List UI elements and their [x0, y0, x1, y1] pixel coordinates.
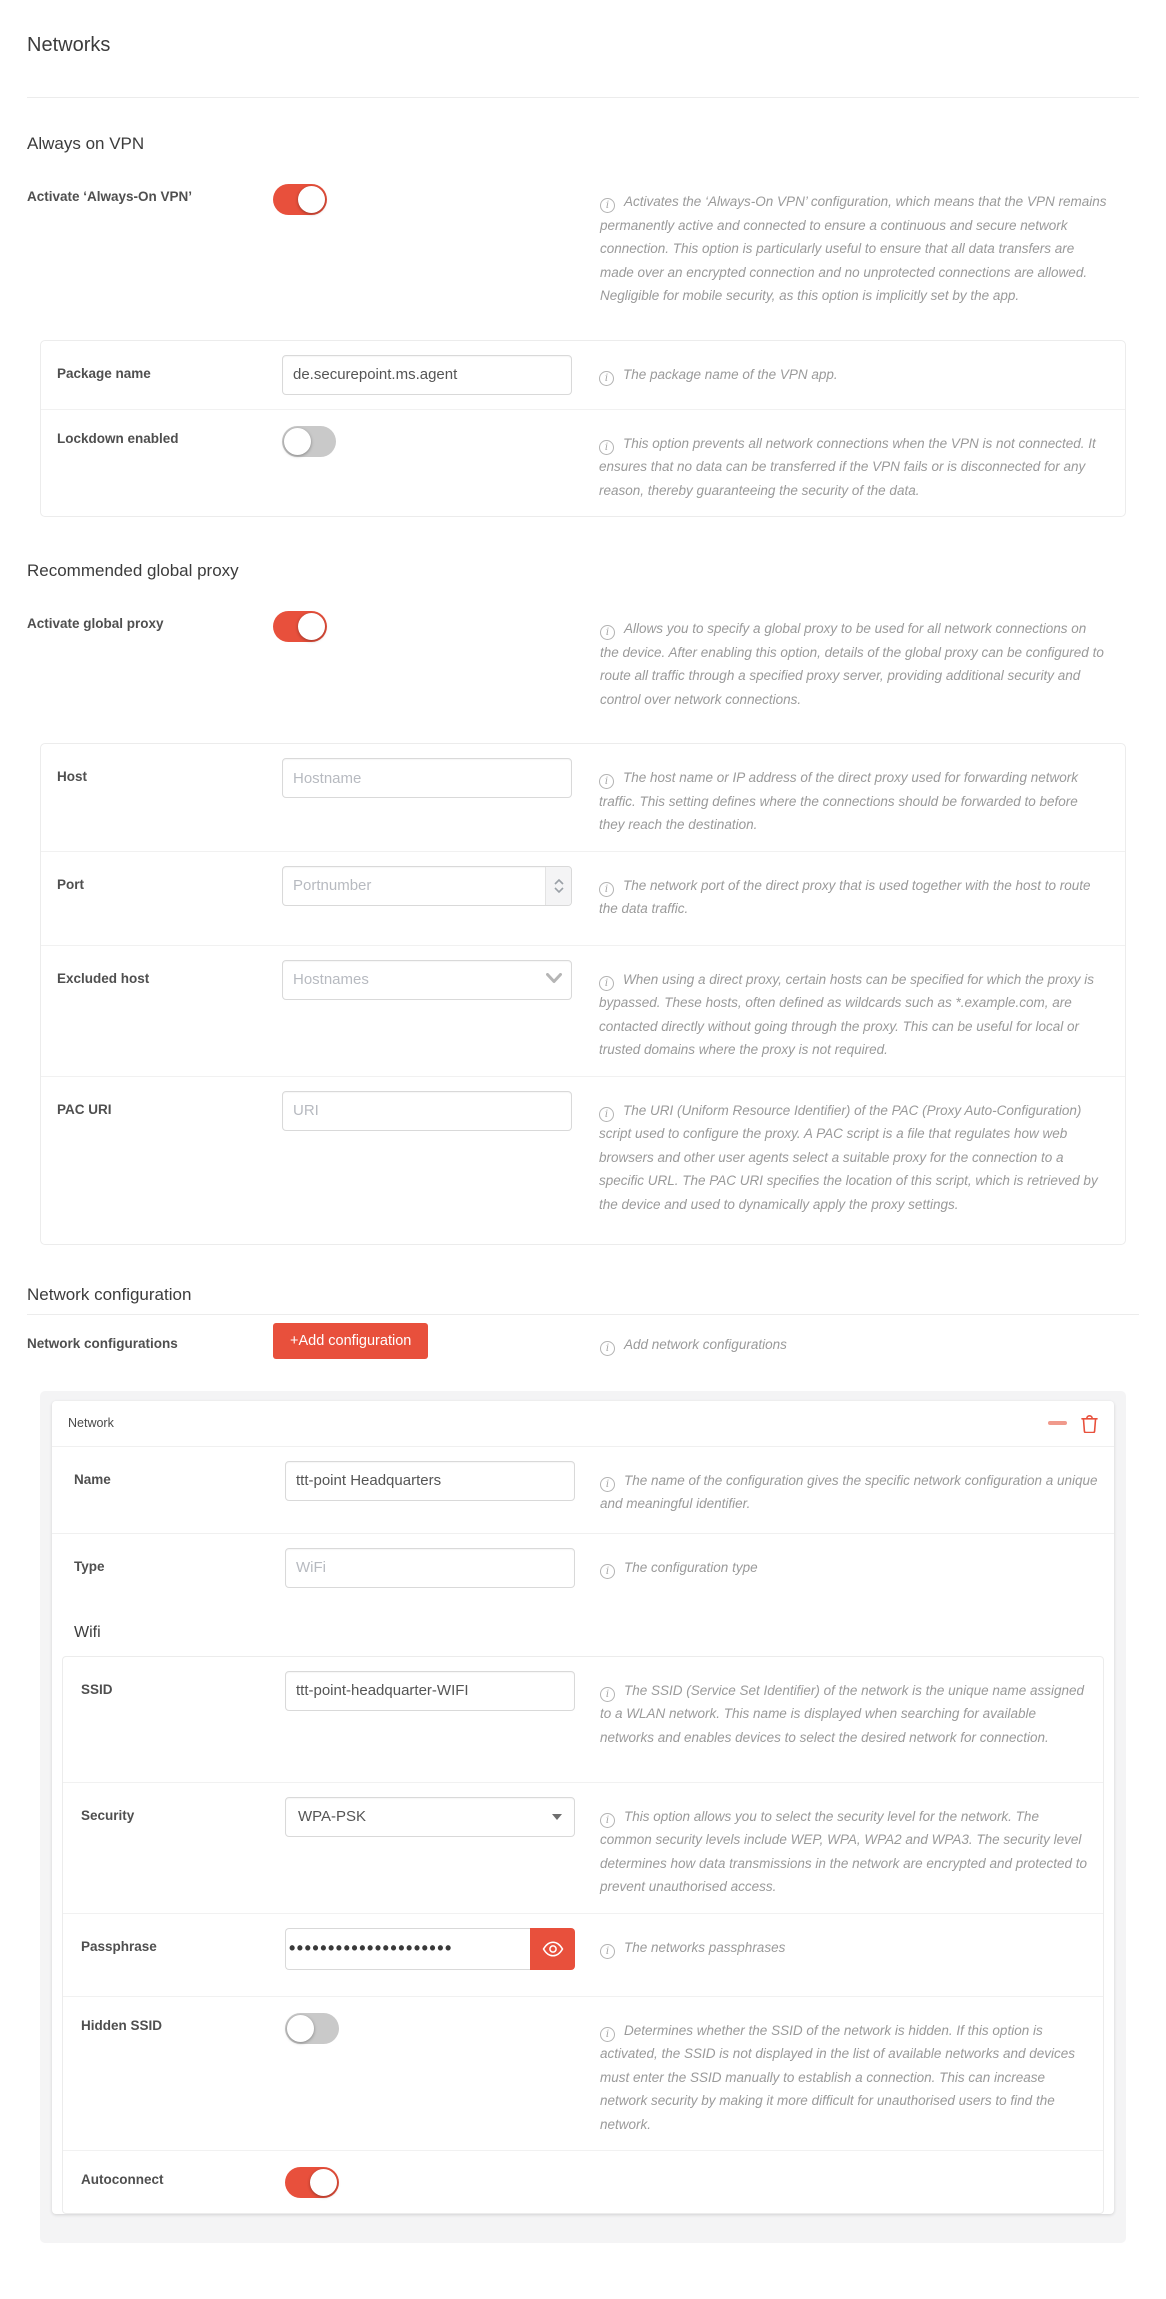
- row-passphrase: [63, 1913, 1103, 1996]
- divider: [27, 97, 1139, 98]
- show-passphrase-button[interactable]: [530, 1928, 575, 1970]
- passphrase-label: Passphrase: [81, 1938, 157, 1954]
- package-name-info: i The package name of the VPN app.: [599, 355, 1107, 387]
- ssid-info: i The SSID (Service Set Identifier) of the network is the unique name assigned to a WLAN network. This name is displayed when searching for available networks and enables devices to select the desired network for connection.: [600, 1682, 1084, 1745]
- config-name-input[interactable]: [285, 1461, 575, 1501]
- page-title: Networks: [27, 34, 111, 56]
- excluded-host-input[interactable]: [282, 960, 572, 1000]
- row-proxy-port: [41, 851, 1125, 945]
- config-type-info: i The configuration type: [600, 1548, 1098, 1580]
- row-hidden-ssid: [63, 1996, 1103, 2151]
- pac-uri-info: i The URI (Uniform Resource Identifier) of the PAC (Proxy Auto-Configuration) script used to configure the proxy. A PAC script is a file that regulates how web browsers and other user agents select a suitable proxy for the connection to a specific URL. The PAC URI specifies the location of this script, which is retrieved by the device and used to dynamically apply the proxy settings.: [599, 1102, 1098, 1212]
- network-card-title: Network: [68, 1416, 114, 1430]
- port-input[interactable]: [282, 866, 572, 906]
- hidden-ssid-label: Hidden SSID: [81, 2017, 163, 2033]
- row-lockdown-enabled: [41, 409, 1125, 517]
- row-config-name: [52, 1447, 1114, 1533]
- row-package-name: [41, 341, 1125, 409]
- activate-proxy-info: i Allows you to specify a global proxy to be used for all network connections on the device. After enabling this option, details of the global proxy can be configured to route all traffic through a specified proxy server, providing additional security and control over network connections.: [600, 621, 1104, 707]
- excluded-host-select[interactable]: [282, 960, 572, 1000]
- info-icon: i: [600, 2027, 615, 2042]
- row-autoconnect: [63, 2150, 1103, 2213]
- activate-proxy-toggle[interactable]: [273, 611, 327, 642]
- passphrase-input[interactable]: [285, 1928, 530, 1970]
- row-activate-global-proxy: [0, 609, 1166, 711]
- port-label: Port: [57, 876, 84, 892]
- info-icon: i: [599, 774, 614, 789]
- eye-icon: [542, 1941, 564, 1957]
- excluded-host-info: i When using a direct proxy, certain hosts can be specified for which the proxy is bypassed. These hosts, often defined as wildcards such as *.example.com, are contacted directly without going through the proxy. This can be useful for local or trusted domains where the proxy is not required.: [599, 971, 1094, 1057]
- networks-settings-page: [0, 34, 1166, 2243]
- security-info: i This option allows you to select the security level for the network. The common security levels include WEP, WPA, WPA2 and WPA3. The security level determines how data transmissions in the network are encrypted and protected to prevent unauthorised access.: [600, 1808, 1088, 1894]
- lockdown-toggle[interactable]: [282, 426, 336, 457]
- row-security: [63, 1782, 1103, 1913]
- add-configuration-button[interactable]: +Add configuration: [273, 1323, 428, 1359]
- row-excluded-host: [41, 945, 1125, 1076]
- row-ssid: [63, 1657, 1103, 1782]
- network-configuration-container: [40, 1391, 1126, 2244]
- toggle-knob: [298, 186, 325, 213]
- info-icon: i: [600, 1477, 615, 1492]
- toggle-knob: [284, 428, 311, 455]
- config-name-info: i The name of the configuration gives the specific network configuration a unique and meaningful identifier.: [600, 1472, 1098, 1511]
- pac-uri-input[interactable]: [282, 1091, 572, 1131]
- row-proxy-host: [41, 744, 1125, 851]
- chevron-up-icon: [554, 879, 564, 885]
- toggle-knob: [298, 613, 325, 640]
- info-icon: i: [599, 882, 614, 897]
- lockdown-label: Lockdown enabled: [57, 430, 179, 446]
- info-icon: i: [600, 1813, 615, 1828]
- network-configurations-label: Network configurations: [27, 1335, 178, 1351]
- config-type-input[interactable]: [285, 1548, 575, 1588]
- ssid-input[interactable]: [285, 1671, 575, 1711]
- info-icon: i: [600, 1944, 615, 1959]
- toggle-knob: [310, 2169, 337, 2196]
- row-config-type: [52, 1533, 1114, 1602]
- host-info: i The host name or IP address of the direct proxy used for forwarding network traffic. This setting defines where the connections should be forwarded to before they reach the destination.: [599, 770, 1078, 832]
- network-card-header: [52, 1401, 1114, 1447]
- port-info: i The network port of the direct proxy that is used together with the host to route the data traffic.: [599, 877, 1091, 916]
- network-configurations-info: i Add network configurations: [600, 1315, 1108, 1357]
- package-name-input[interactable]: [282, 355, 572, 395]
- autoconnect-label: Autoconnect: [81, 2172, 164, 2187]
- activate-vpn-label: Activate ‘Always-On VPN’: [27, 189, 193, 204]
- info-icon: i: [599, 440, 614, 455]
- package-name-label: Package name: [57, 365, 151, 381]
- host-input[interactable]: [282, 758, 572, 798]
- section-heading-always-on-vpn: Always on VPN: [27, 134, 145, 153]
- passphrase-info: i The networks passphrases: [600, 1928, 1087, 1960]
- config-type-label: Type: [74, 1558, 105, 1574]
- chevron-down-icon: [554, 887, 564, 893]
- info-icon: i: [599, 1107, 614, 1122]
- security-label: Security: [81, 1807, 135, 1823]
- caret-down-icon: [552, 1814, 562, 1820]
- collapse-minus-icon[interactable]: [1048, 1421, 1067, 1425]
- section-heading-network-configuration: Network configuration: [27, 1284, 192, 1304]
- wifi-settings-box: [62, 1656, 1104, 2215]
- activate-proxy-label: Activate global proxy: [27, 616, 164, 631]
- number-stepper[interactable]: [545, 867, 571, 905]
- security-select[interactable]: [285, 1797, 575, 1837]
- excluded-host-label: Excluded host: [57, 970, 150, 986]
- info-icon: i: [600, 625, 615, 640]
- row-network-configurations: [0, 1315, 1166, 1359]
- info-icon: i: [599, 371, 614, 386]
- config-name-label: Name: [74, 1471, 111, 1487]
- ssid-label: SSID: [81, 1681, 113, 1697]
- chevron-down-icon: [546, 973, 562, 984]
- info-icon: i: [600, 1687, 615, 1702]
- info-icon: i: [600, 1341, 615, 1356]
- delete-trash-icon[interactable]: [1081, 1414, 1098, 1433]
- proxy-settings-box: [40, 743, 1126, 1245]
- toggle-knob: [287, 2015, 314, 2042]
- row-activate-always-on-vpn: [0, 182, 1166, 308]
- vpn-settings-box: [40, 340, 1126, 518]
- info-icon: i: [600, 198, 615, 213]
- autoconnect-toggle[interactable]: [285, 2167, 339, 2198]
- info-icon: i: [599, 976, 614, 991]
- wifi-subsection-heading: Wifi: [74, 1623, 101, 1641]
- hidden-ssid-toggle[interactable]: [285, 2013, 339, 2044]
- hidden-ssid-info: i Determines whether the SSID of the network is hidden. If this option is activated, the SSID is not displayed in the list of available networks and devices must enter the SSID manually to establish a connection. This can increase network security by making it more difficult for unauthorised users to find the network.: [600, 2022, 1076, 2132]
- info-icon: i: [600, 1564, 615, 1579]
- section-heading-global-proxy: Recommended global proxy: [27, 561, 239, 580]
- network-card: [52, 1401, 1114, 2215]
- host-label: Host: [57, 769, 87, 784]
- lockdown-info: i This option prevents all network connections when the VPN is not connected. It ensures that no data can be transferred if the VPN fails or is disconnected for any reason, thereby guaranteeing the security of the data.: [599, 435, 1096, 498]
- activate-vpn-info: i Activates the ‘Always-On VPN’ configuration, which means that the VPN remains permanently active and connected to ensure a continuous and secure network connection. This option is particularly useful to ensure that all data transfers are made over an encrypted connection and no unprotected connections are allowed. Negligible for mobile security, as this option is implicitly set by the app.: [600, 194, 1107, 303]
- activate-vpn-toggle[interactable]: [273, 184, 327, 215]
- security-selected-value: WPA-PSK: [298, 1808, 367, 1825]
- pac-uri-label: PAC URI: [57, 1101, 112, 1117]
- row-pac-uri: [41, 1076, 1125, 1244]
